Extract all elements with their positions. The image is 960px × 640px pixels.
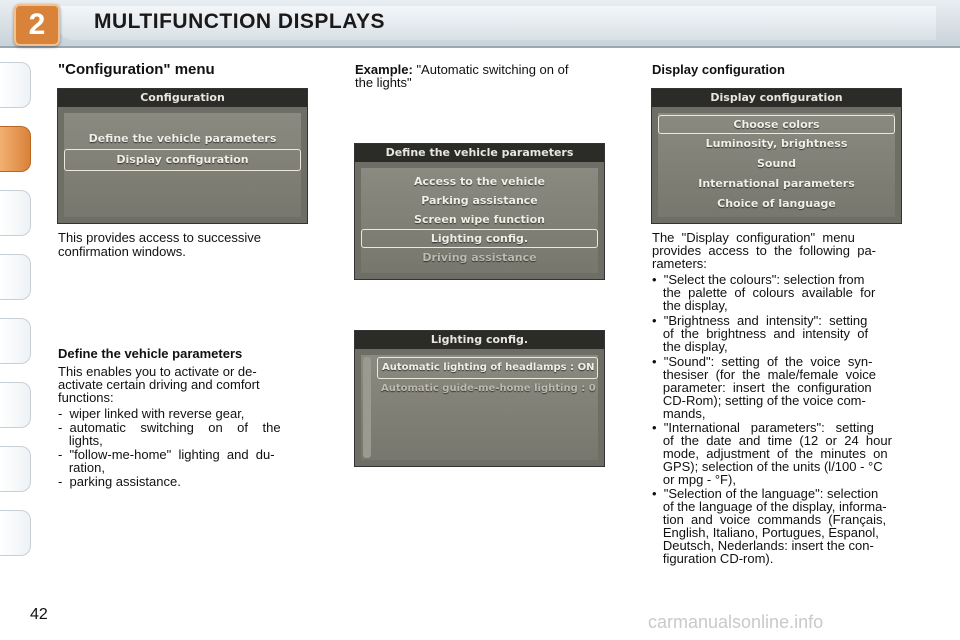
menu-item: Access to the vehicle [414, 175, 545, 188]
bullet-line: • "International parameters": setting [652, 420, 874, 435]
intro-line: provides access to the following pa- [652, 243, 877, 258]
chapter-tabs [0, 62, 32, 582]
section-heading: "Configuration" menu [58, 61, 215, 78]
screen-body [658, 113, 895, 217]
list-item-cont: ration, [58, 460, 105, 475]
bullet-line: English, Italiano, Portugues, Espanol, [652, 525, 879, 540]
menu-item-selected: Automatic lighting of headlamps : ON [377, 357, 598, 379]
chapter-tab[interactable] [0, 190, 31, 236]
page-title: MULTIFUNCTION DISPLAYS [94, 10, 386, 33]
bullet-line: the display, [652, 339, 728, 354]
list-item: - parking assistance. [58, 474, 181, 489]
bullet-line: GPS); selection of the units (l/100 - °C [652, 459, 883, 474]
screen-title: Display configuration [652, 89, 901, 107]
bullet-line: the palette of colours available for [652, 285, 876, 300]
menu-item: Choice of language [717, 197, 836, 210]
list-item: - "follow-me-home" lighting and du- [58, 447, 275, 462]
bullet-line: • "Select the colours": selection from [652, 272, 865, 287]
menu-item-selected: Display configuration [64, 149, 301, 171]
caption-line: This provides access to successive [58, 230, 262, 245]
para-line: This enables you to activate or de- [58, 364, 257, 379]
menu-item: Sound [756, 157, 796, 170]
vehicle-parameters-screen [354, 143, 605, 280]
chapter-tab[interactable] [0, 254, 31, 300]
menu-item: Parking assistance [421, 194, 538, 207]
bullet-line: of the date and time (12 or 24 hour [652, 433, 892, 448]
bullet-line: CD-Rom); setting of the voice com- [652, 393, 866, 408]
bullet-line: mode, adjustment of the minutes on [652, 446, 888, 461]
list-item: - wiper linked with reverse gear, [58, 406, 245, 421]
bullet-line: • "Brightness and intensity": setting [652, 313, 868, 328]
bullet-line: tion and voice commands (Français, [652, 512, 887, 527]
screen-body [361, 355, 598, 460]
example-label: Example: [355, 62, 413, 77]
screen-body [64, 113, 301, 217]
para-line: functions: [58, 390, 114, 405]
intro-line: rameters: [652, 256, 707, 271]
menu-item: International parameters [698, 177, 855, 190]
screen-title: Define the vehicle parameters [355, 144, 604, 162]
screen-title: Configuration [58, 89, 307, 107]
bullet-line: • "Sound": setting of the voice syn- [652, 354, 873, 369]
display-configuration-screen [651, 88, 902, 224]
bullet-line: of the language of the display, informa- [652, 499, 887, 514]
chapter-tab[interactable] [0, 62, 31, 108]
configuration-screen [57, 88, 308, 224]
menu-item: Luminosity, brightness [705, 137, 848, 150]
list-item: - automatic switching on of the [58, 420, 281, 435]
menu-item: Define the vehicle parameters [88, 132, 277, 145]
scrollbar [363, 357, 371, 458]
bullet-line: the display, [652, 298, 728, 313]
menu-item: Driving assistance [422, 251, 537, 264]
bullet-line: thesiser (for the male/female voice [652, 367, 876, 382]
caption-line: confirmation windows. [58, 244, 186, 259]
watermark: carmanualsonline.info [648, 612, 824, 632]
screen-body [361, 168, 598, 273]
chapter-tab[interactable] [0, 510, 31, 556]
bullet-line: figuration CD-rom). [652, 551, 774, 566]
menu-item-selected: Choose colors [658, 115, 895, 134]
bullet-line: Deutsch, Nederlands: insert the con- [652, 538, 874, 553]
bullet-line: parameter: insert the configuration [652, 380, 872, 395]
chapter-tab[interactable] [0, 318, 31, 364]
bullet-line: or mpg - °F), [652, 472, 736, 487]
chapter-tab[interactable] [0, 446, 31, 492]
bullet-line: of the brightness and intensity of [652, 326, 869, 341]
example-text: "Automatic switching on of [416, 62, 569, 77]
para-line: activate certain driving and comfort [58, 377, 260, 392]
chapter-badge: 2 [14, 4, 60, 46]
lighting-config-screen [354, 330, 605, 467]
screen-title: Lighting config. [355, 331, 604, 349]
example-text-cont: the lights" [355, 75, 412, 90]
list-item-cont: lights, [58, 433, 103, 448]
menu-item: Screen wipe function [414, 213, 545, 226]
chapter-tab[interactable] [0, 382, 31, 428]
chapter-tab-active[interactable] [0, 126, 31, 172]
menu-item-selected: Lighting config. [361, 229, 598, 248]
intro-line: The "Display configuration" menu [652, 230, 855, 245]
section-heading: Display configuration [652, 62, 785, 77]
page-number: 42 [30, 606, 48, 623]
sub-heading: Define the vehicle parameters [58, 346, 243, 361]
bullet-line: • "Selection of the language": selection [652, 486, 879, 501]
menu-item: Automatic guide-me-home lighting : 0 [381, 383, 596, 394]
bullet-line: mands, [652, 406, 706, 421]
